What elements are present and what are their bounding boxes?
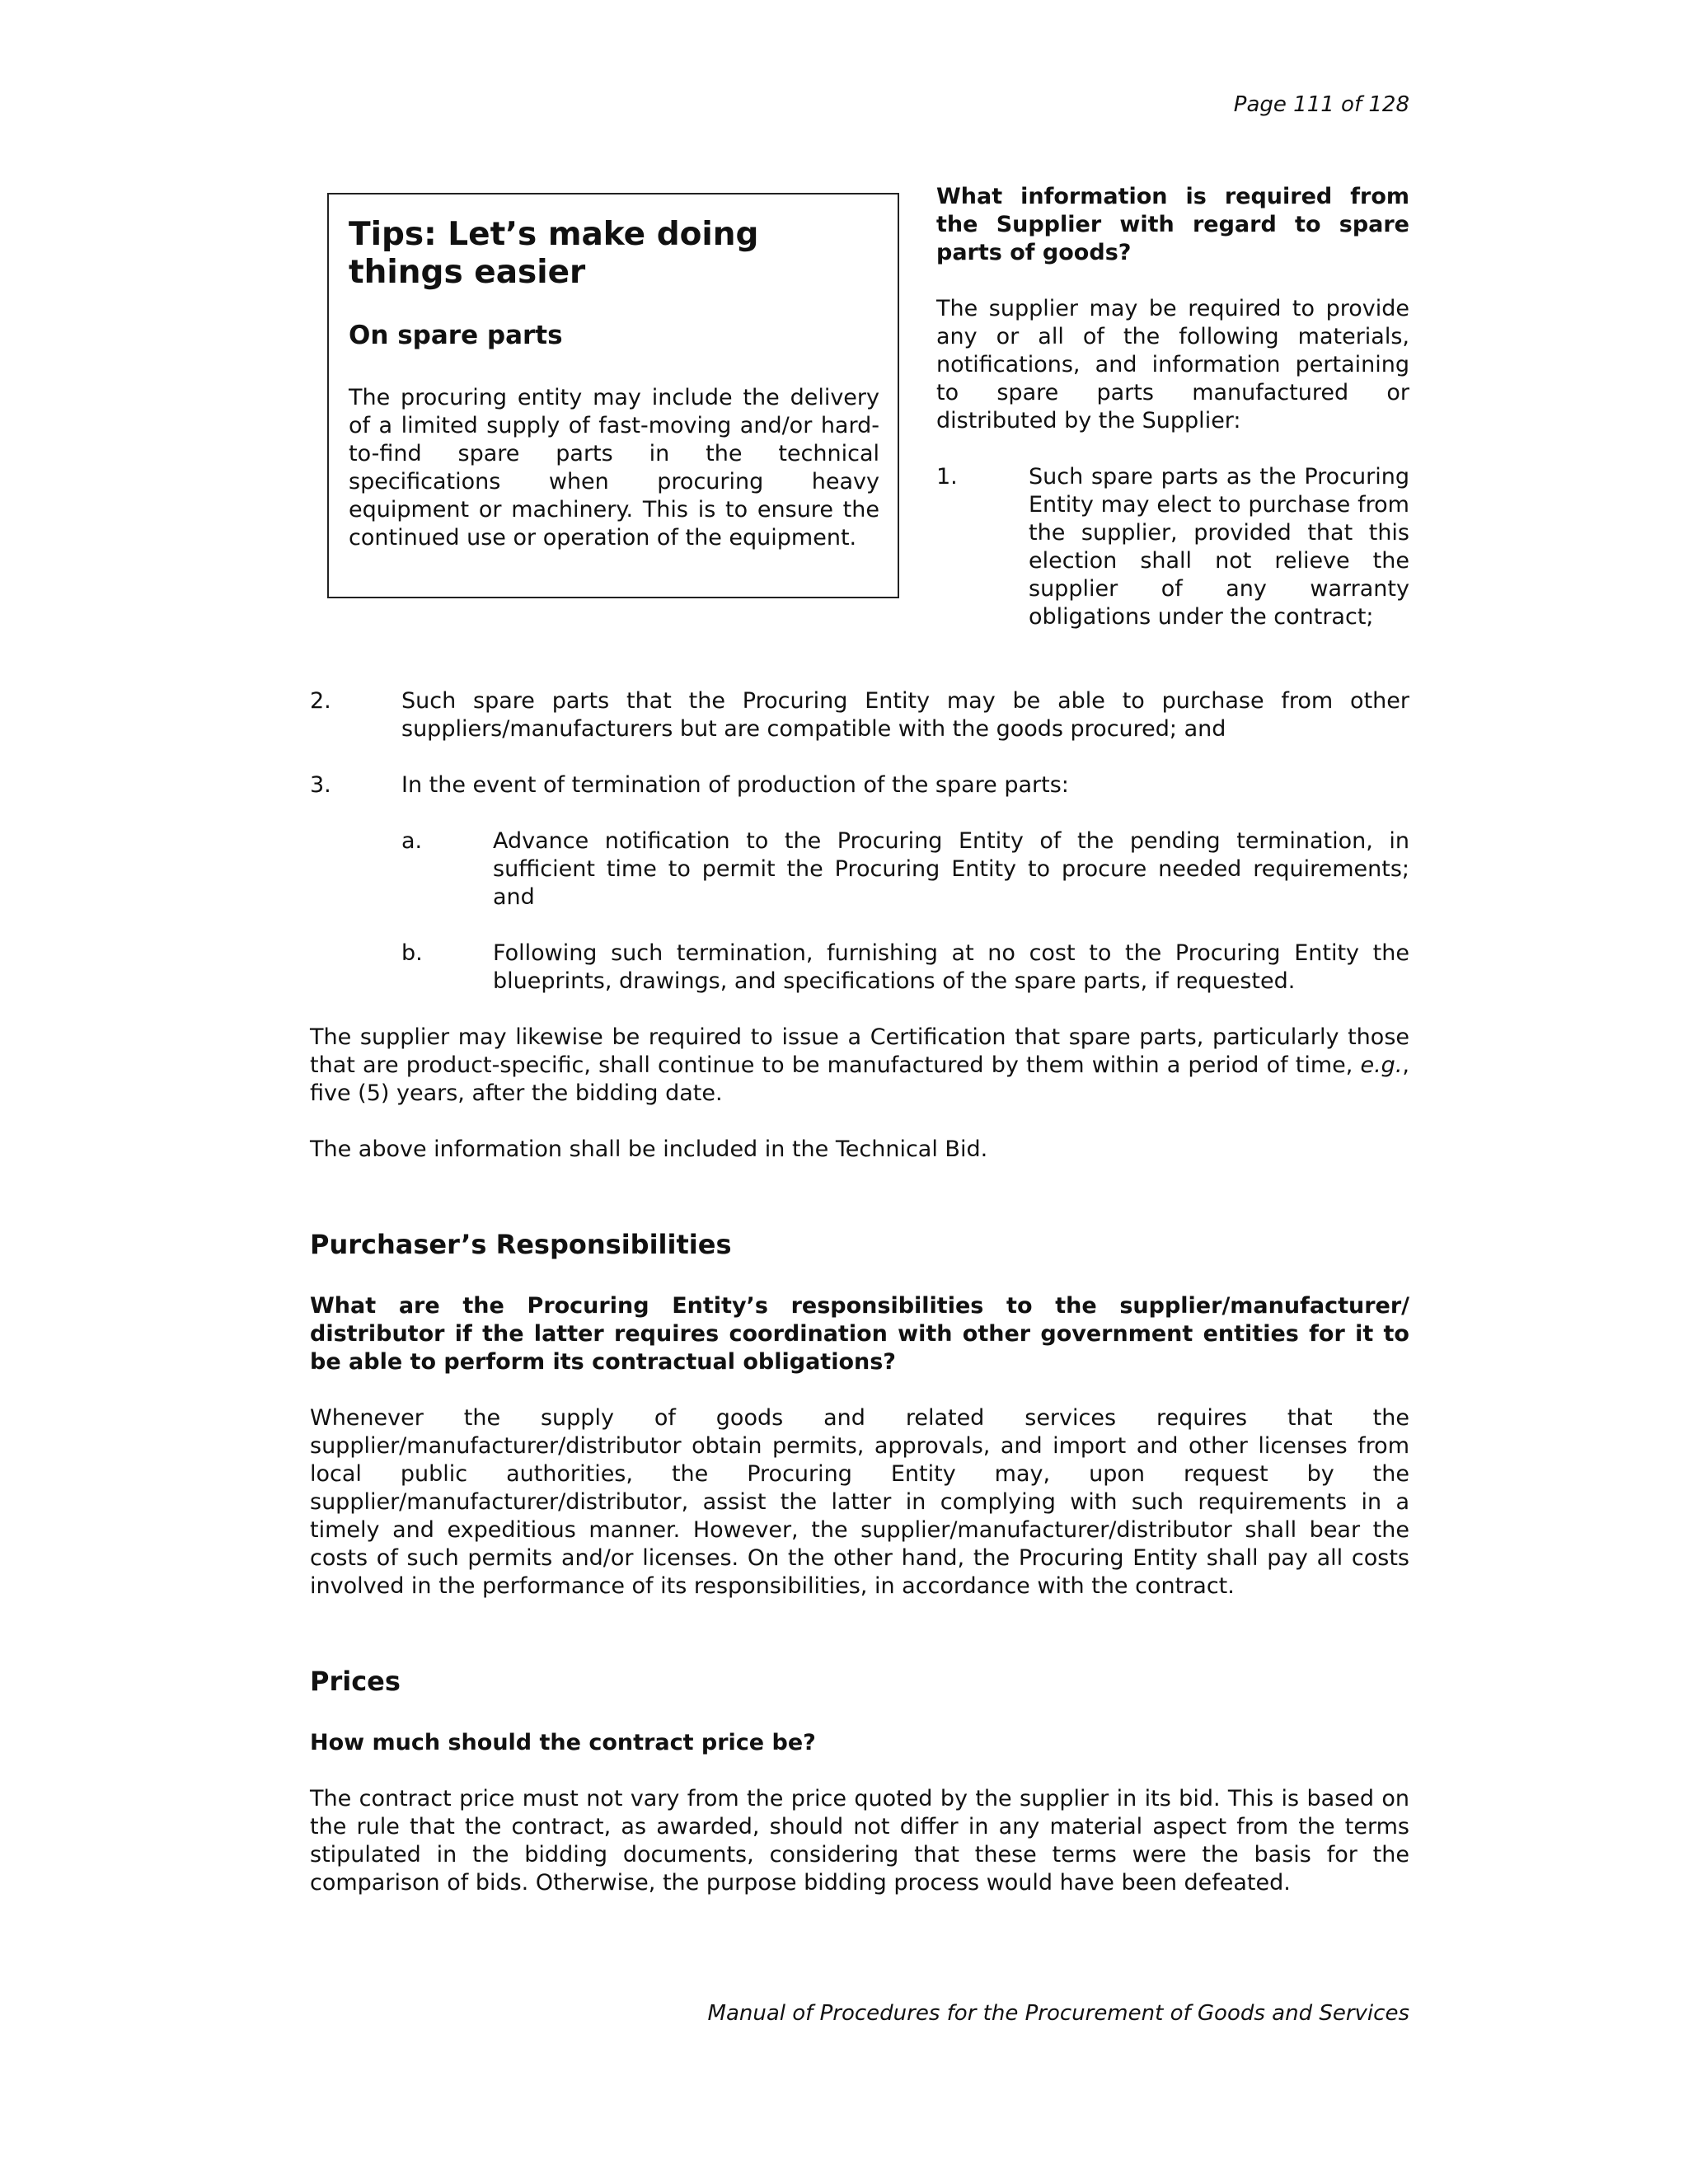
footer-text: Manual of Procedures for the Procurement of Goods and Services	[707, 2001, 1409, 2026]
tips-box	[327, 193, 899, 598]
list-number: 3.	[310, 772, 331, 798]
spare-parts-column	[936, 183, 1409, 631]
purchaser-question: What are the Procuring Entity’s responsibilities to the supplier/manufacturer/ distributor if the latter requires coordination with other government entities for it to be able to perform its contractual obligations?	[310, 1293, 1409, 1375]
list-text: In the event of termination of production of the spare parts:	[401, 772, 1069, 798]
sub-list-text: Advance notification to the Procuring Entity of the pending termination, in sufficient time to permit the Procuring Entity to procure needed requirements; and	[493, 828, 1409, 910]
certification-text-end: , five (5) years, after the bidding date.	[310, 1052, 1409, 1106]
sub-list-text: Following such termination, furnishing at no cost to the Procuring Entity the blueprints, drawings, and specifications of the spare parts, if requested.	[493, 940, 1409, 994]
prices-heading: Prices	[310, 1666, 401, 1697]
technical-bid-paragraph: The above information shall be included in the Technical Bid.	[310, 1137, 988, 1162]
sub-list-letter: b.	[401, 940, 423, 966]
prices-body: The contract price must not vary from the price quoted by the supplier in its bid. This is based on the rule that the contract, as awarded, should not differ in any material aspect from the terms stipulated in the bidding documents, considering that these terms were the basis for the comparison of bids. Otherwise, the purpose bidding process would have been defeated.	[310, 1786, 1409, 1896]
tips-subtitle: On spare parts	[349, 321, 563, 350]
tips-body: The procuring entity may include the delivery of a limited supply of fast-moving and/or hard-to-find spare parts in the technical specifications when procuring heavy equipment or machinery. This is to ensure the continued use or operation of the equipment.	[349, 385, 879, 551]
list-item	[936, 463, 1409, 631]
list-text: Such spare parts that the Procuring Entity may be able to purchase from other suppliers/manufacturers but are compatible with the goods procured; and	[401, 688, 1409, 742]
tips-title: Tips: Let’s make doing things easier	[349, 216, 759, 291]
list-item	[310, 687, 1409, 743]
list-number: 1.	[936, 464, 958, 490]
sub-list-item	[401, 827, 1409, 912]
page-number: Page 111 of 128	[1233, 92, 1409, 117]
list-text: Such spare parts as the Procuring Entity may elect to purchase from the supplier, provided that this election shall not relieve the supplier of any warranty obligations under the contract;	[1029, 464, 1409, 630]
list-item	[310, 771, 1409, 799]
purchaser-body: Whenever the supply of goods and related services requires that the supplier/manufacturer/distributor obtain permits, approvals, and import and other licenses from local public authorities, the Procuring Entity may, upon request by the supplier/manufacturer/distributor, assist the latter in complying with such requirements in a timely and expeditious manner. However, the supplier/manufacturer/distributor shall bear the costs of such permits and/or licenses. On the other hand, the Procuring Entity shall pay all costs involved in the performance of its responsibilities, in accordance with the contract.	[310, 1405, 1409, 1599]
certification-paragraph	[310, 1024, 1409, 1108]
sub-list-letter: a.	[401, 828, 423, 854]
spare-parts-intro: The supplier may be required to provide any or all of the following materials, notifications, and information pertaining to spare parts manufactured or distributed by the Supplier:	[936, 296, 1409, 434]
main-content	[310, 687, 1409, 1897]
spare-parts-question: What information is required from the Supplier with regard to spare parts of goods?	[936, 184, 1409, 265]
list-number: 2.	[310, 688, 331, 714]
sub-list-item	[401, 940, 1409, 996]
certification-text: The supplier may likewise be required to issue a Certification that spare parts, particularly those that are product-specific, shall continue to be manufactured by them within a period of time,	[310, 1024, 1409, 1078]
eg-abbrev: e.g.	[1360, 1052, 1403, 1078]
prices-question: How much should the contract price be?	[310, 1730, 816, 1755]
purchaser-heading: Purchaser’s Responsibilities	[310, 1229, 732, 1260]
